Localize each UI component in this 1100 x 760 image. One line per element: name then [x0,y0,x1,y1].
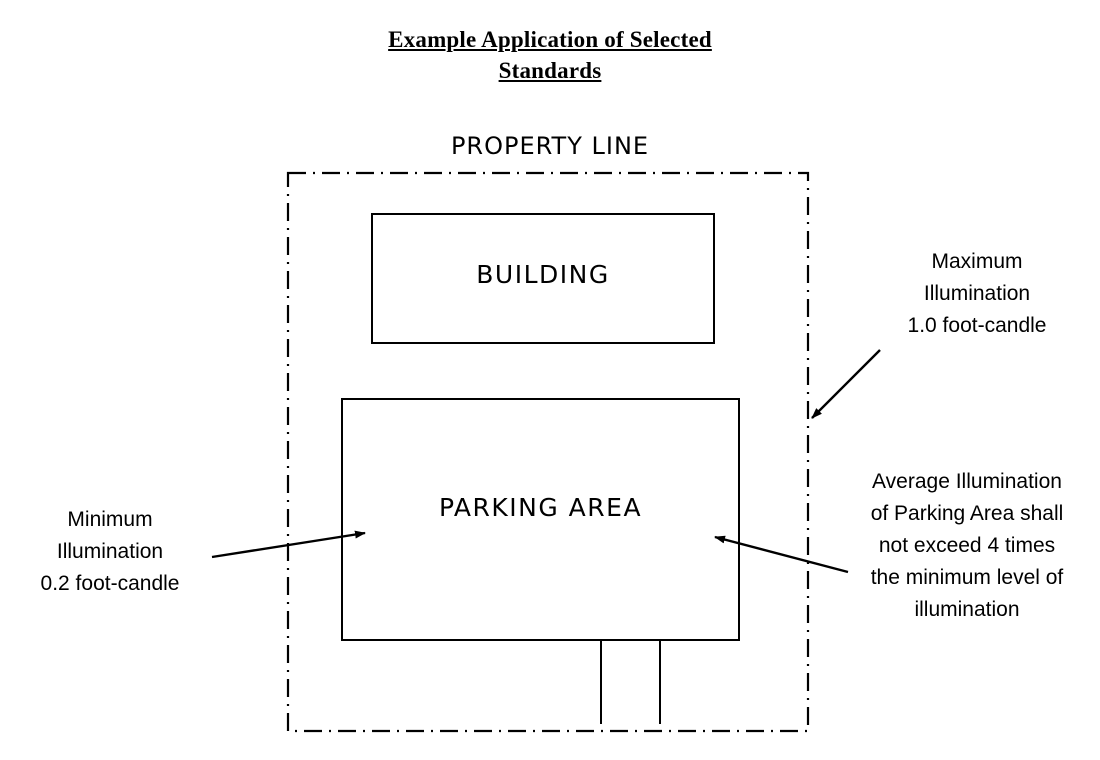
annotation-maximum-line-1: Maximum [931,250,1023,273]
annotation-maximum-illumination [872,246,1082,342]
annotation-average-line-2: of Parking Area shall [870,502,1064,525]
annotation-maximum-line-2: Illumination [923,282,1031,305]
annotation-average-illumination [842,466,1092,626]
driveway-line-right [659,641,661,724]
page-title-line-2: Standards [498,58,602,83]
annotation-average-line-3: not exceed 4 times [878,534,1056,557]
annotation-maximum-line-3: 1.0 foot-candle [907,314,1047,337]
page-title-line-1: Example Application of Selected [388,27,712,52]
annotation-average-line-5: illumination [914,598,1020,621]
annotation-average-line-1: Average Illumination [872,470,1062,493]
building-box [371,213,715,344]
parking-area-label: PARKING AREA [438,493,643,522]
annotation-minimum-line-1: Minimum [67,508,153,531]
page-title [350,24,750,86]
property-line-label: PROPERTY LINE [450,132,650,160]
arrow-maximum-illumination [812,350,880,418]
driveway-line-left [600,641,602,724]
annotation-minimum-line-3: 0.2 foot-candle [40,572,180,595]
annotation-minimum-line-2: Illumination [56,540,164,563]
parking-area-box [341,398,740,641]
building-label: BUILDING [476,260,610,289]
annotation-average-line-4: the minimum level of [870,566,1064,589]
annotation-minimum-illumination [10,504,210,600]
